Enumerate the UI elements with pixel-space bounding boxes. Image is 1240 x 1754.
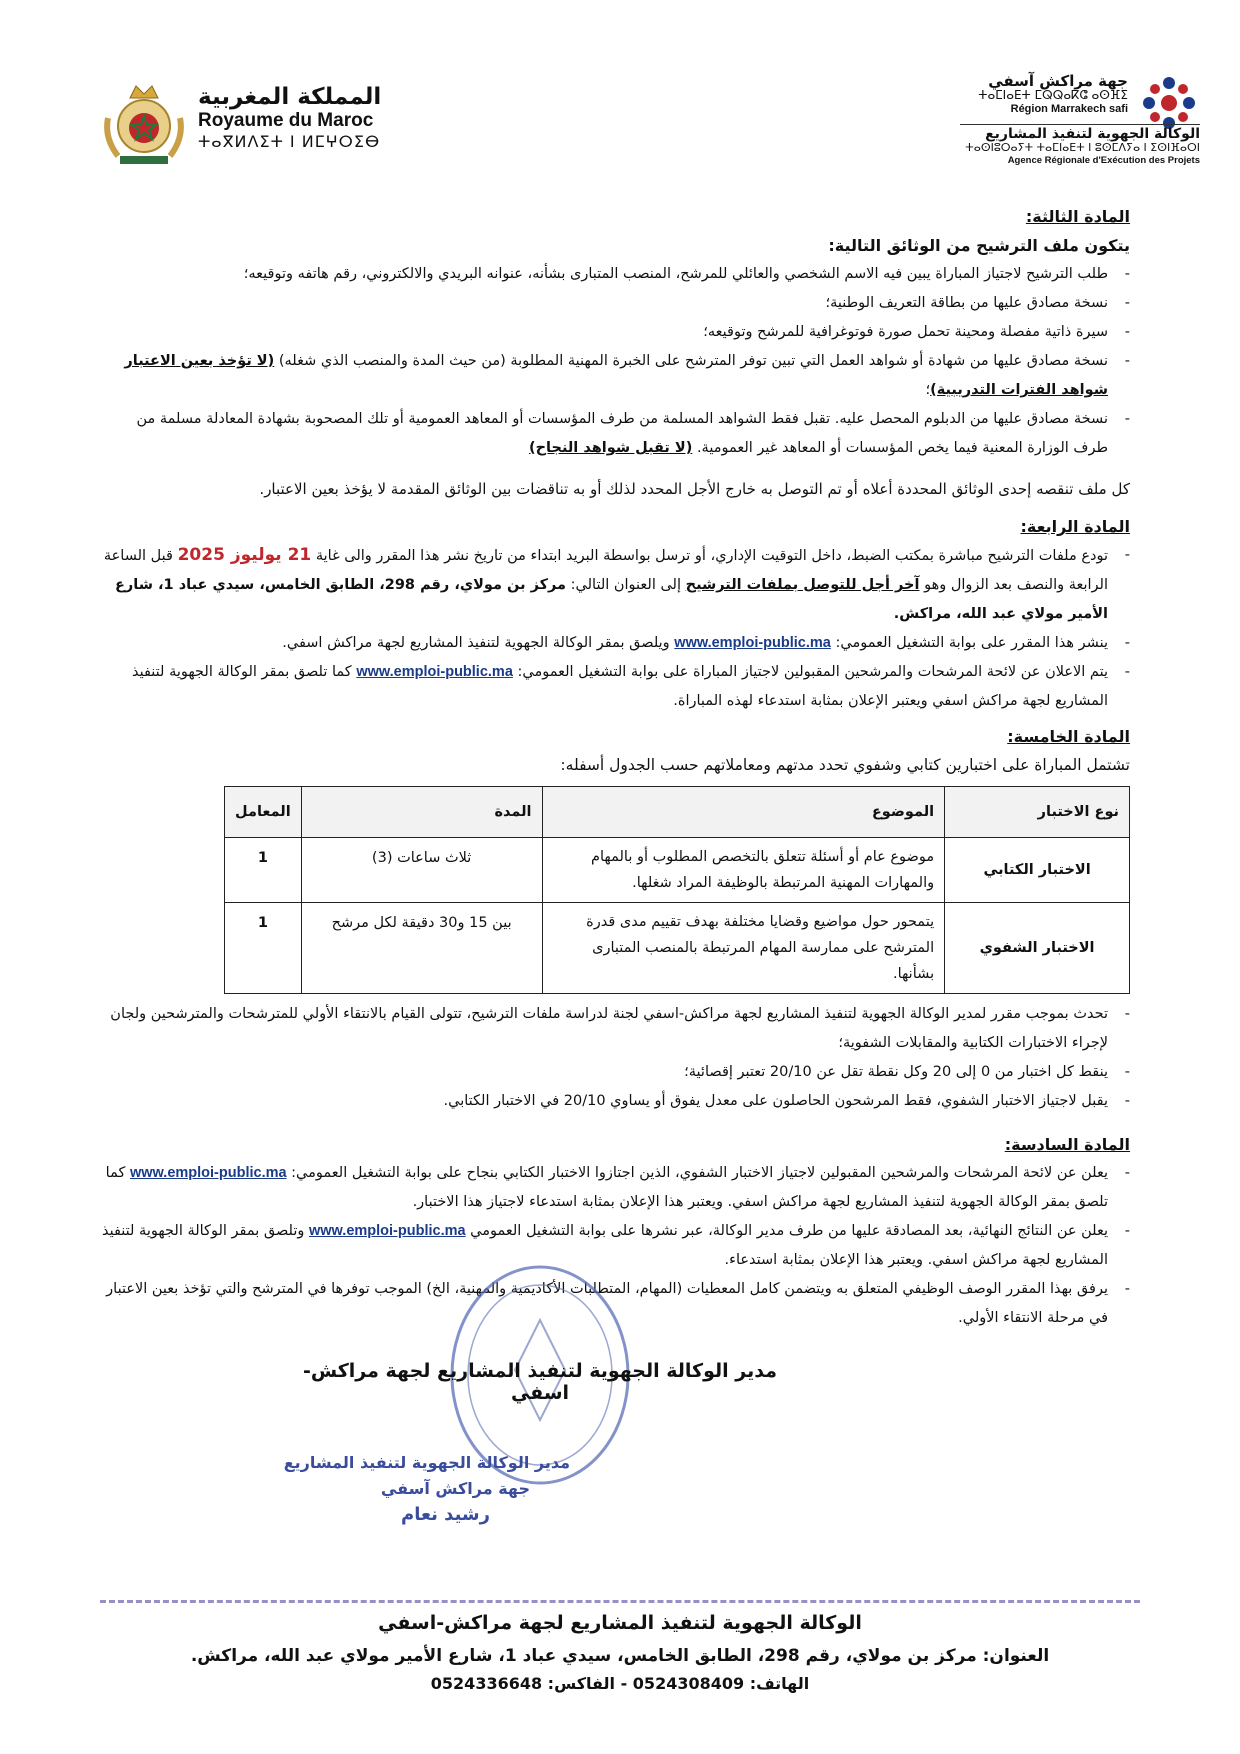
- article-3-note: كل ملف تنقصه إحدى الوثائق المحددة أعلاه أو تم التوصل به خارج الأجل المحدد لذلك أو به تناقضات بين الوثائق المقدمة لا يؤخذ بعين الاعتبار.: [259, 480, 1130, 498]
- col-header-type: نوع الاختبار: [945, 787, 1130, 838]
- footer-address: العنوان: مركز بن مولاي، رقم 298، الطابق الخامس، سيدي عباد 1، شارع الأمير مولاي عبد الله، مراكش.: [190, 1646, 1050, 1666]
- deadline-text: تودع ملفات الترشيح مباشرة بمكتب الضبط، داخل التوقيت الإداري، أو ترسل بواسطة البريد ابتداء من تاريخ نشر هذا المقرر والى غاية: [315, 548, 1108, 564]
- region-name-tz: ⵜⴰⵎⵏⴰⴹⵜ ⵎⵕⵕⴰⴽⵛ ⴰⵙⴼⵉ: [978, 88, 1128, 102]
- exam-type: الاختبار الشفوي: [945, 903, 1130, 994]
- results-text-end: وتلصق بمقر الوكالة الجهوية لتنفيذ المشاريع لجهة مراكش اسفي. ويعتبر هذا الإعلان بمثابة استدعاء.: [101, 1223, 1108, 1268]
- table-row: [225, 903, 1130, 994]
- list-item: - سيرة ذاتية مفصلة ومحينة تحمل صورة فوتوغرافية للمرشح وتوقيعه؛: [100, 318, 1108, 347]
- announce-text-end: كما تلصق بمقر الوكالة الجهوية لتنفيذ المشاريع لجهة مراكش اسفي ويعتبر الإعلان بمثابة استدعاء لهذه المباراة.: [131, 664, 1108, 709]
- list-item: [100, 541, 1108, 629]
- list-item: - طلب الترشيح لاجتياز المباراة يبين فيه الاسم الشخصي والعائلي للمرشح، المنصب المتبارى بشأنه، عنوانه البريدي والالكتروني، رقم هاتفه وتوقيعه؛: [100, 260, 1108, 289]
- agency-name-tz: ⵜⴰⵙⵏⵓⵔⴰⵢⵜ ⵜⴰⵎⵏⴰⴹⵜ ⵏ ⵓⵙⵎⴷⵢⴰ ⵏ ⵉⵙⵏⴼⴰⵔⵏ: [965, 141, 1200, 154]
- article-6-heading: المادة السادسة:: [1004, 1135, 1130, 1154]
- emploi-public-link[interactable]: www.emploi-public.ma: [356, 664, 513, 680]
- deadline-label: آخر أجل للتوصل بملفات الترشيح: [685, 577, 920, 593]
- list-item: [100, 658, 1108, 716]
- stamp-line: مدير الوكالة الجهوية لتنفيذ المشاريع: [283, 1453, 570, 1472]
- list-item: [100, 347, 1108, 405]
- signatory-title: مدير الوكالة الجهوية لتنفيذ المشاريع لجهة مراكش-اسفي: [303, 1360, 777, 1404]
- article-4-heading: المادة الرابعة:: [1020, 517, 1130, 536]
- deadline-date: 21 يوليوز 2025: [177, 545, 312, 565]
- stamp-text: [270, 1450, 570, 1528]
- list-item: [100, 405, 1108, 463]
- oral-list-text-end: كما تلصق بمقر الوكالة الجهوية لتنفيذ المشاريع لجهة مراكش اسفي. ويعتبر هذا الإعلان بمثابة استدعاء لاجتياز هذا الاختبار.: [105, 1165, 1108, 1210]
- exam-table: [224, 786, 1130, 994]
- kingdom-title-tz: ⵜⴰⴳⵍⴷⵉⵜ ⵏ ⵍⵎⵖⵔⵉⴱ: [198, 132, 381, 151]
- item4-note: (لا تؤخذ بعين الاعتبار شواهد الفترات التدريبية): [124, 353, 1108, 398]
- kingdom-header: [100, 78, 420, 168]
- exam-type: الاختبار الكتابي: [945, 838, 1130, 903]
- article-5-heading: المادة الخامسة:: [1007, 727, 1130, 746]
- table-header-row: [225, 787, 1130, 838]
- publish-text: ينشر هذا المقرر على بوابة التشغيل العمومي:: [835, 635, 1108, 651]
- kingdom-title-ar: المملكة المغربية: [198, 84, 382, 110]
- results-text: يعلن عن النتائج النهائية، بعد المصادقة عليها من طرف مدير الوكالة، عبر نشرها على بوابة التشغيل العمومي: [470, 1223, 1108, 1239]
- document-body: [100, 196, 1130, 1333]
- kingdom-title-fr: Royaume du Maroc: [198, 110, 374, 131]
- article-3-lead: يتكون ملف الترشيح من الوثائق التالية:: [828, 236, 1130, 255]
- stamp-line: جهة مراكش آسفي: [380, 1479, 530, 1498]
- col-header-duration: المدة: [301, 787, 542, 838]
- stamp-signatory-name: رشيد نعام: [401, 1504, 490, 1525]
- table-row: [225, 838, 1130, 903]
- deadline-time: قبل الساعة الرابعة والنصف بعد الزوال وهو: [103, 548, 1108, 593]
- oral-list-text: يعلن عن لائحة المرشحات والمرشحين المقبولين لاجتياز الاختبار الشفوي، الذين اجتازوا الاختبار الكتابي بنجاح على بوابة التشغيل العمومي:: [291, 1165, 1108, 1181]
- col-header-coefficient: المعامل: [225, 787, 302, 838]
- region-name-ar: جهة مراكش آسفي: [988, 72, 1128, 90]
- item5-note: (لا تقبل شواهد النجاح): [528, 440, 693, 456]
- agency-name-fr: Agence Régionale d'Exécution des Projets: [1007, 155, 1200, 166]
- exam-coefficient: 1: [225, 903, 302, 994]
- emploi-public-link[interactable]: www.emploi-public.ma: [674, 635, 831, 651]
- list-item: - تحدث بموجب مقرر لمدير الوكالة الجهوية لتنفيذ المشاريع لجهة مراكش-اسفي لجنة لدراسة ملفات الترشيح، تتولى القيام بالانتقاء الأولي للمترشحات والمترشحين ولجان لإجراء الاختبارات الكتابية والمقابلات الشفوية؛: [100, 1000, 1108, 1058]
- list-item: - نسخة مصادق عليها من بطاقة التعريف الوطنية؛: [100, 289, 1108, 318]
- item4-text: نسخة مصادق عليها من شهادة أو شواهد العمل التي تبين توفر المترشح على الخبرة المهنية المطلوبة (من حيث المدة والمنصب الذي شغله): [278, 353, 1108, 369]
- address-intro: إلى العنوان التالي:: [570, 577, 682, 593]
- list-item: [100, 1159, 1108, 1217]
- footer-divider: [100, 1600, 1140, 1603]
- item5-text: نسخة مصادق عليها من الدبلوم المحصل عليه. تقبل فقط الشواهد المسلمة من طرف المؤسسات أو المعاهد العمومية أو تلك المصحوبة بشهادة المعادلة مسلمة من طرف الوزارة المعنية فيما يخص المؤسسات أو المعاهد غير العمومية.: [136, 411, 1108, 456]
- article-5-lead: تشتمل المباراة على اختبارين كتابي وشفوي تحدد مدتهم ومعاملاتهم حسب الجدول أسفله:: [560, 756, 1130, 774]
- article-4-list: [100, 541, 1130, 716]
- footer-agency-name: الوكالة الجهوية لتنفيذ المشاريع لجهة مراكش-اسفي: [378, 1612, 862, 1634]
- region-name-fr: Région Marrakech safi: [1010, 103, 1128, 115]
- exam-subject: موضوع عام أو أسئلة تتعلق بالتخصص المطلوب أو بالمهام والمهارات المهنية المرتبطة بالوظيفة المراد شغلها.: [542, 838, 945, 903]
- article-3-list: [100, 260, 1130, 463]
- footer-contact: الهاتف: 0524308409 - الفاكس: 0524336648: [430, 1674, 810, 1693]
- announce-text: يتم الاعلان عن لائحة المرشحات والمرشحين المقبولين لاجتياز المباراة على بوابة التشغيل العمومي:: [517, 664, 1108, 680]
- footer: [100, 1612, 1140, 1693]
- exam-duration: بين 15 و30 دقيقة لكل مرشح: [301, 903, 542, 994]
- item4-end: ؛: [925, 382, 931, 398]
- list-item: [100, 629, 1108, 658]
- submission-address: مركز بن مولاي، رقم 298، الطابق الخامس، سيدي عباد 1، شارع الأمير مولاي عبد الله، مراكش.: [115, 577, 1108, 622]
- agency-header: [930, 72, 1200, 166]
- list-item: - ينقط كل اختبار من 0 إلى 20 وكل نقطة تقل عن 20/10 تعتبر إقصائية؛: [100, 1058, 1108, 1087]
- exam-coefficient: 1: [225, 838, 302, 903]
- emploi-public-link[interactable]: www.emploi-public.ma: [309, 1223, 466, 1239]
- col-header-subject: الموضوع: [542, 787, 945, 838]
- article-3-heading: المادة الثالثة:: [1025, 207, 1130, 226]
- publish-text-end: ويلصق بمقر الوكالة الجهوية لتنفيذ المشاريع لجهة مراكش اسفي.: [282, 635, 670, 651]
- exam-subject: يتمحور حول مواضيع وقضايا مختلفة بهدف تقييم مدى قدرة المترشح على ممارسة المهام المرتبطة بالمنصب المتبارى بشأنها.: [542, 903, 945, 994]
- emploi-public-link[interactable]: www.emploi-public.ma: [130, 1165, 287, 1181]
- agency-name-ar: الوكالة الجهوية لتنفيذ المشاريع: [985, 126, 1200, 142]
- list-item: - يرفق بهذا المقرر الوصف الوظيفي المتعلق به ويتضمن كامل المعطيات (المهام، المتطلبات الأكاديمية والمهنية، الخ) الموجب توفرها في المترشح والتي تؤخذ بعين الاعتبار في مرحلة الانتقاء الأولي.: [100, 1275, 1108, 1333]
- list-item: - يقبل لاجتياز الاختبار الشفوي، فقط المرشحون الحاصلون على معدل يفوق أو يساوي 20/10 في الاختبار الكتابي.: [100, 1087, 1108, 1116]
- exam-duration: ثلاث ساعات (3): [301, 838, 542, 903]
- article-5-list: [100, 1000, 1130, 1116]
- moroccan-crest-icon: [100, 78, 188, 168]
- signature-block: [300, 1360, 780, 1404]
